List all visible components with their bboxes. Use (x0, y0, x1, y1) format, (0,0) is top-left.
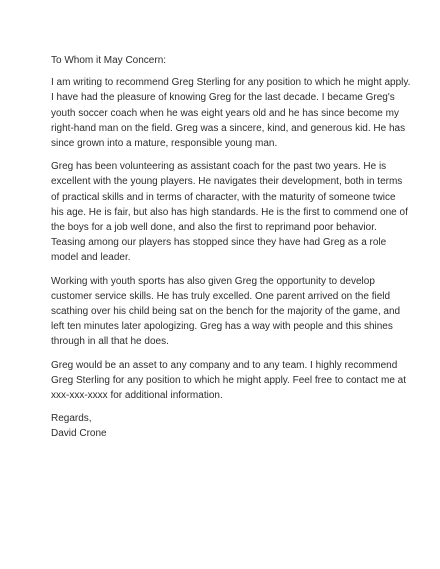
salutation: To Whom it May Concern: (51, 55, 167, 66)
text-line: the boys for a job well done, and also the first to reprimand poor behavior. (51, 222, 377, 234)
text-line: excellent with the young players. He navigates their development, both in terms (51, 176, 403, 188)
text-line: I have had the pleasure of knowing Greg for the last decade. I became Greg's (51, 92, 395, 104)
text-line: his age. He is fair, but also has high standards. He is the first to commend one of (51, 206, 408, 218)
text-line: right-hand man on the field. Greg was a sincere, kind, and generous kid. He has (51, 122, 406, 134)
paragraph-customer-service (51, 274, 401, 350)
text-line: youth soccer coach when he was eight years old and he has since become my (51, 107, 399, 119)
paragraph-conclusion (51, 358, 406, 404)
text-line: model and leader. (51, 252, 131, 264)
text-line: customer service skills. He has truly excelled. One parent arrived on the field (51, 290, 391, 302)
text-line: scathing over his child being sat on the bench for the majority of the game, and (51, 306, 401, 318)
closing: Regards, (51, 413, 92, 425)
text-line: of practical skills and in terms of character, with the maturity of someone twice (51, 191, 396, 203)
text-line: through in all that he does. (51, 336, 169, 348)
text-line: since grown into a mature, responsible young man. (51, 138, 278, 150)
paragraph-intro (51, 75, 411, 151)
text-line: Greg has been volunteering as assistant coach for the past two years. He is (51, 161, 387, 173)
text-line: Working with youth sports has also given Greg the opportunity to develop (51, 275, 375, 287)
text-line: left ten minutes later apologizing. Greg has a way with people and this shines (51, 321, 393, 333)
text-line: Greg Sterling for any position to which he might apply. Feel free to contact me at (51, 374, 406, 386)
text-line: xxx-xxx-xxxx for additional information. (51, 390, 223, 402)
letter-body (51, 53, 411, 442)
text-line: Greg would be an asset to any company and to any team. I highly recommend (51, 359, 398, 371)
signature: David Crone (51, 428, 107, 440)
text-line: I am writing to recommend Greg Sterling for any position to which he might apply. (51, 77, 411, 89)
paragraph-coaching (51, 159, 408, 265)
text-line: Teasing among our players has stopped since they have had Greg as a role (51, 237, 387, 249)
